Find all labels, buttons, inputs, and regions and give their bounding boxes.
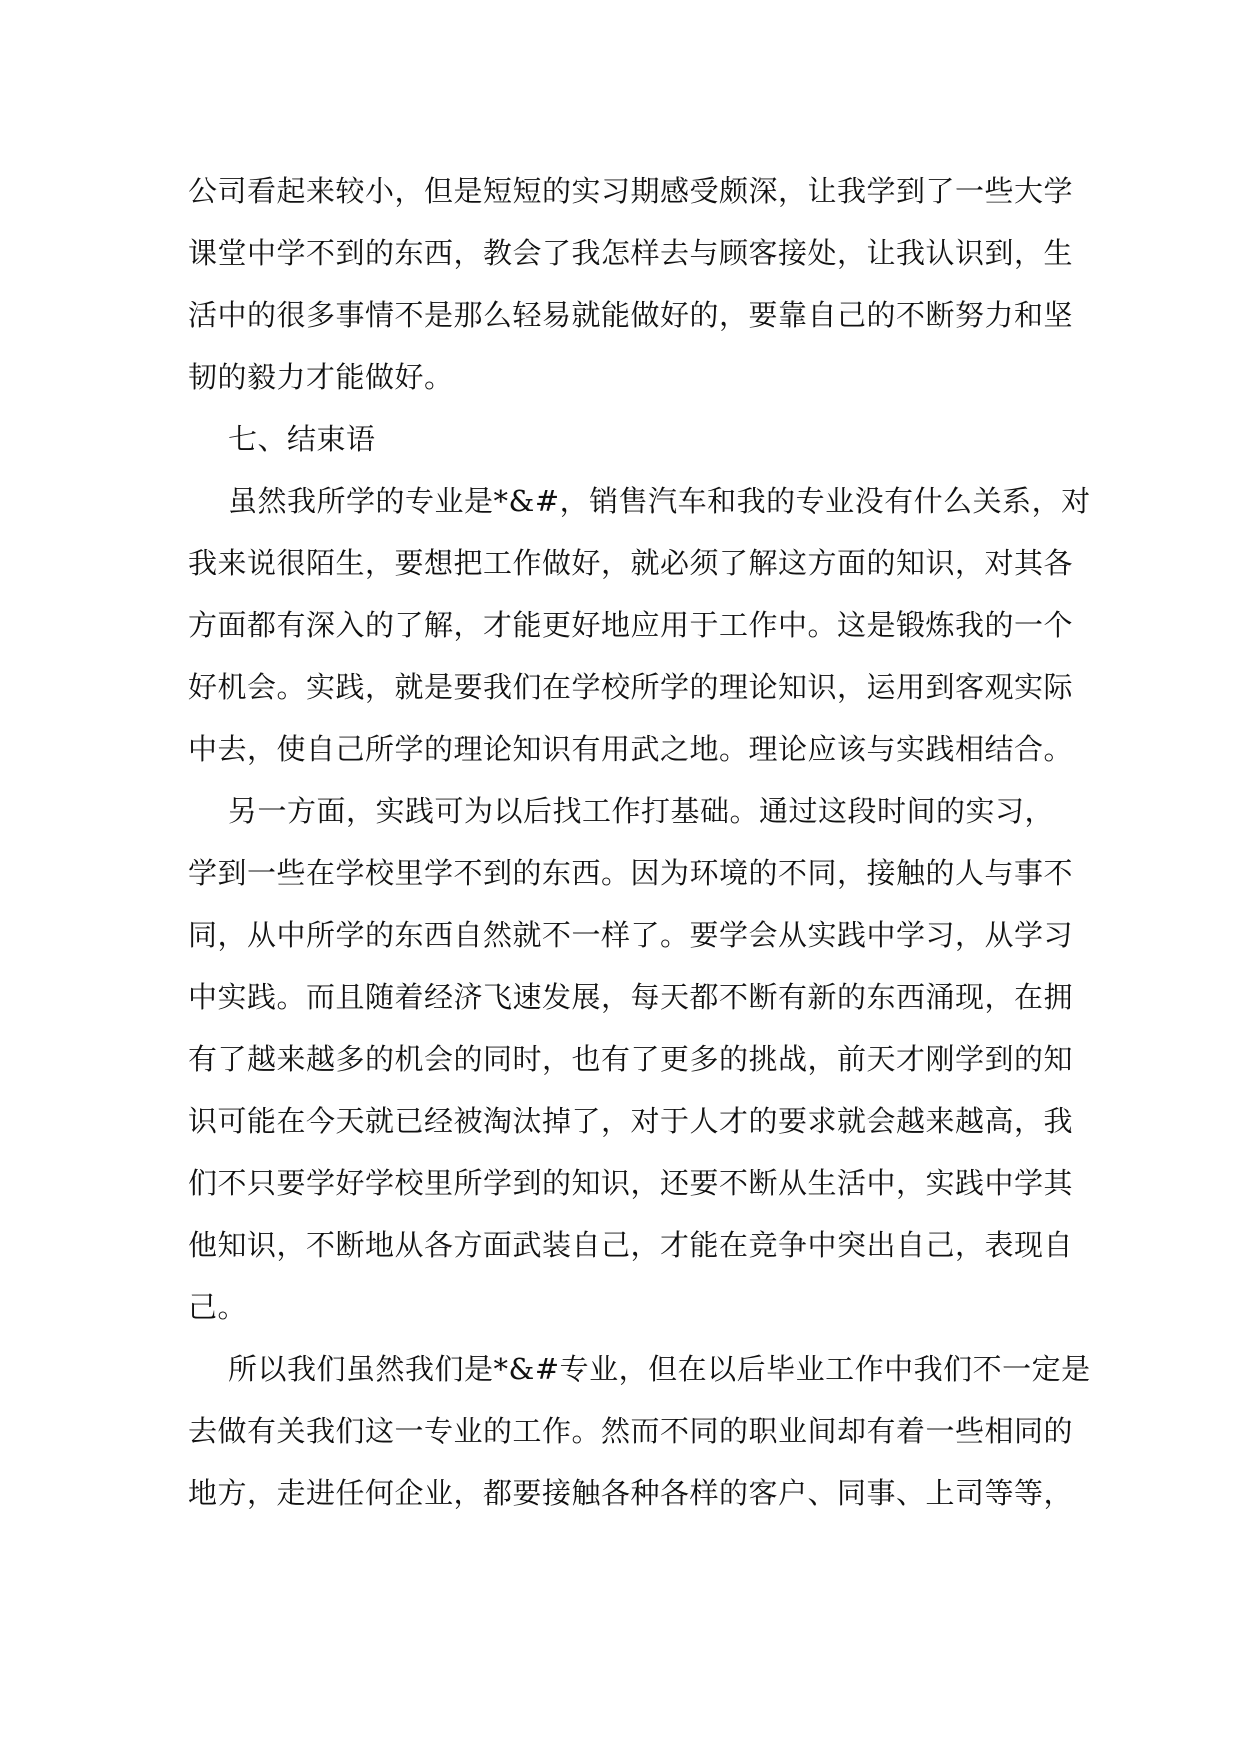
text-line: 韧的毅力才能做好。 bbox=[188, 360, 454, 394]
text-line: 我来说很陌生，要想把工作做好，就必须了解这方面的知识，对其各 bbox=[188, 546, 1074, 580]
text-line: 活中的很多事情不是那么轻易就能做好的，要靠自己的不断努力和坚 bbox=[188, 298, 1074, 332]
text-line: 们不只要学好学校里所学到的知识，还要不断从生活中，实践中学其 bbox=[188, 1166, 1074, 1200]
text-line: 公司看起来较小，但是短短的实习期感受颇深，让我学到了一些大学 bbox=[188, 174, 1074, 208]
text-line: 他知识，不断地从各方面武装自己，才能在竞争中突出自己，表现自 bbox=[188, 1228, 1074, 1262]
text-line: 好机会。实践，就是要我们在学校所学的理论知识，运用到客观实际 bbox=[188, 670, 1074, 704]
document-body bbox=[188, 160, 1091, 1524]
paragraph bbox=[188, 470, 1091, 780]
text-line: 己。 bbox=[188, 1290, 248, 1324]
text-line: 方面都有深入的了解，才能更好地应用于工作中。这是锻炼我的一个 bbox=[188, 608, 1074, 642]
text-line: 识可能在今天就已经被淘汰掉了，对于人才的要求就会越来越高，我 bbox=[188, 1104, 1074, 1138]
paragraph bbox=[188, 160, 1074, 408]
text-line: 中实践。而且随着经济飞速发展，每天都不断有新的东西涌现，在拥 bbox=[188, 980, 1074, 1014]
text-line: 另一方面，实践可为以后找工作打基础。通过这段时间的实习， bbox=[228, 794, 1055, 828]
paragraph bbox=[188, 1338, 1091, 1524]
text-line: 课堂中学不到的东西，教会了我怎样去与顾客接处，让我认识到，生 bbox=[188, 236, 1074, 270]
text-line: 同，从中所学的东西自然就不一样了。要学会从实践中学习，从学习 bbox=[188, 918, 1074, 952]
text-line: 有了越来越多的机会的同时，也有了更多的挑战，前天才刚学到的知 bbox=[188, 1042, 1074, 1076]
text-line: 所以我们虽然我们是*&#专业，但在以后毕业工作中我们不一定是 bbox=[228, 1352, 1091, 1386]
section-heading: 七、结束语 bbox=[228, 422, 376, 456]
text-line: 虽然我所学的专业是*&#，销售汽车和我的专业没有什么关系，对 bbox=[228, 484, 1091, 518]
text-line: 去做有关我们这一专业的工作。然而不同的职业间却有着一些相同的 bbox=[188, 1414, 1074, 1448]
text-line: 学到一些在学校里学不到的东西。因为环境的不同，接触的人与事不 bbox=[188, 856, 1074, 890]
text-line: 中去，使自己所学的理论知识有用武之地。理论应该与实践相结合。 bbox=[188, 732, 1074, 766]
paragraph bbox=[188, 780, 1074, 1338]
text-line: 地方，走进任何企业，都要接触各种各样的客户、同事、上司等等， bbox=[188, 1476, 1074, 1510]
